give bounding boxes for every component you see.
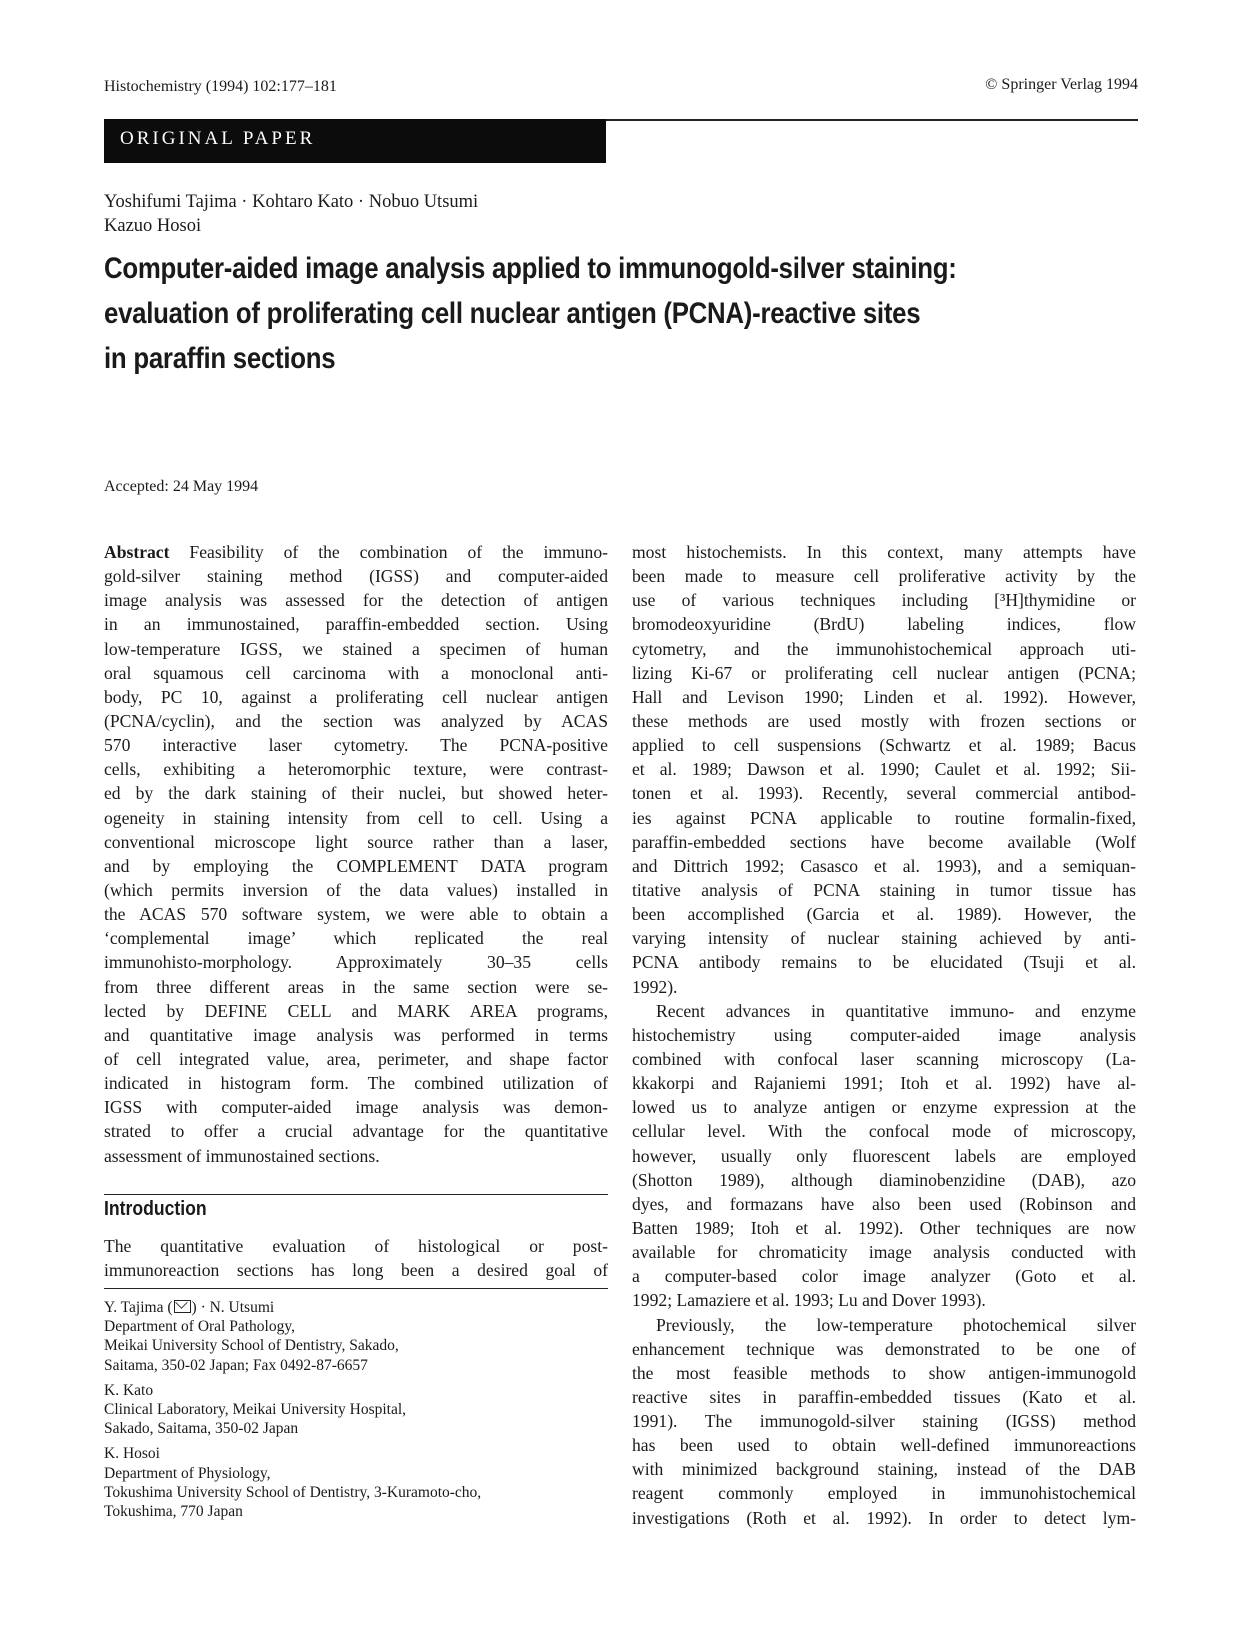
body-line: reagent commonly employed in immunohistochemical (632, 1483, 1136, 1504)
abstract-line: of cell integrated value, area, perimeter, and shape factor (104, 1048, 608, 1069)
affiliation-line: Sakado, Saitama, 350-02 Japan (104, 1420, 299, 1438)
affiliations (104, 1298, 624, 1527)
body-line: varying intensity of nuclear staining achieved by anti- (632, 928, 1136, 949)
abstract-line: low-temperature IGSS, we stained a specimen of human (104, 638, 608, 659)
introduction-heading: Introduction (104, 1198, 207, 1220)
corresponding-author: Y. Tajima ( (104, 1299, 173, 1316)
body-line: cellular level. With the confocal mode of microscopy, (632, 1121, 1136, 1142)
affiliation-block (104, 1444, 624, 1521)
affiliation-block (104, 1298, 624, 1375)
abstract (104, 540, 608, 1168)
abstract-line: and by employing the COMPLEMENT DATA program (104, 855, 608, 876)
intro-line: immunoreaction sections has long been a desired goal of (104, 1260, 608, 1281)
abstract-line: assessment of immunostained sections. (104, 1145, 380, 1166)
body-line: bromodeoxyuridine (BrdU) labeling indices, flow (632, 614, 1136, 635)
footnote-rule (104, 1288, 608, 1289)
abstract-label: Abstract (104, 542, 170, 562)
abstract-line: lected by DEFINE CELL and MARK AREA programs, (104, 1000, 608, 1021)
body-line: most histochemists. In this context, many attempts have (632, 542, 1136, 562)
copyright-notice: © Springer Verlag 1994 (985, 76, 1138, 93)
affiliation-line: Tokushima University School of Dentistry, 3-Kuramoto-cho, (104, 1483, 482, 1501)
body-line: lizing Ki-67 or proliferating cell nuclear antigen (PCNA; (632, 662, 1136, 683)
body-line: titative analysis of PCNA staining in tumor tissue has (632, 879, 1136, 900)
body-line: Batten 1989; Itoh et al. 1992). Other techniques are now (632, 1217, 1136, 1238)
author-line: Yoshifumi Tajima · Kohtaro Kato · Nobuo Utsumi (104, 192, 479, 212)
body-line: histochemistry using computer-aided image analysis (632, 1024, 1136, 1045)
body-line: applied to cell suspensions (Schwartz et al. 1989; Bacus (632, 735, 1136, 756)
abstract-line: in an immunostained, paraffin-embedded section. Using (104, 614, 608, 635)
body-line: the most feasible methods to show antigen-immunogold (632, 1362, 1136, 1383)
body-line: tonen et al. 1993). Recently, several commercial antibod- (632, 783, 1136, 804)
title-line: in paraffin sections (104, 342, 336, 375)
abstract-line: gold-silver staining method (IGSS) and computer-aided (104, 566, 608, 587)
title-line: evaluation of proliferating cell nuclear antigen (PCNA)-reactive sites (104, 297, 921, 330)
body-line: been accomplished (Garcia et al. 1989). However, the (632, 904, 1136, 925)
body-line: enhancement technique was demonstrated to be one of (632, 1338, 1136, 1359)
body-line: Hall and Levison 1990; Linden et al. 1992). However, (632, 686, 1136, 707)
abstract-line (104, 540, 608, 564)
body-line: been made to measure cell proliferative activity by the (632, 566, 1136, 587)
abstract-line: cells, exhibiting a heteromorphic texture, were contrast- (104, 759, 608, 780)
affiliation-line: Department of Oral Pathology, (104, 1318, 295, 1336)
abstract-line: ogeneity in staining intensity from cell to cell. Using a (104, 807, 608, 828)
body-line: Previously, the low-temperature photochemical silver (656, 1314, 1136, 1335)
abstract-line: oral squamous cell carcinoma with a monoclonal anti- (104, 662, 608, 683)
body-line: has been used to obtain well-defined immunoreactions (632, 1435, 1136, 1456)
affiliation-block (104, 1381, 624, 1439)
article-type-banner (104, 119, 606, 163)
body-line: PCNA antibody remains to be elucidated (Tsuji et al. (632, 952, 1136, 973)
abstract-line: IGSS with computer-aided image analysis was demon- (104, 1097, 608, 1118)
body-line: use of various techniques including [³H]thymidine or (632, 590, 1136, 611)
body-line: 1992; Lamaziere et al. 1993; Lu and Dover 1993). (632, 1290, 986, 1311)
author-list (104, 190, 478, 238)
body-line: these methods are used mostly with frozen sections or (632, 710, 1136, 731)
title-line: Computer-aided image analysis applied to immunogold-silver staining: (104, 252, 957, 285)
body-line: ies against PCNA applicable to routine formalin-fixed, (632, 807, 1136, 828)
article-type-label: ORIGINAL PAPER (120, 128, 316, 149)
body-line: kkakorpi and Rajaniemi 1991; Itoh et al. 1992) have al- (632, 1073, 1136, 1094)
abstract-line: ed by the dark staining of their nuclei, but showed heter- (104, 783, 608, 804)
body-line: Recent advances in quantitative immuno- and enzyme (656, 1000, 1136, 1021)
affiliation-authors: K. Kato (104, 1381, 154, 1399)
body-line: dyes, and formazans have also been used (Robinson and (632, 1193, 1136, 1214)
affiliation-authors (104, 1298, 624, 1317)
abstract-line: and quantitative image analysis was performed in terms (104, 1024, 608, 1045)
body-line: lowed us to analyze antigen or enzyme expression at the (632, 1097, 1136, 1118)
introduction-continued (632, 540, 1136, 1530)
introduction-text (104, 1234, 608, 1282)
body-line: available for chromaticity image analysis conducted with (632, 1242, 1136, 1263)
abstract-line: 570 interactive laser cytometry. The PCNA-positive (104, 735, 608, 756)
paper-title (104, 246, 998, 381)
abstract-first-line: Feasibility of the combination of the immuno- (189, 542, 609, 562)
intro-line: The quantitative evaluation of histological or post- (104, 1236, 608, 1256)
body-line: investigations (Roth et al. 1992). In order to detect lym- (632, 1507, 1136, 1528)
body-line: 1992). (632, 976, 678, 997)
abstract-line: from three different areas in the same section were se- (104, 976, 608, 997)
body-line: combined with confocal laser scanning microscopy (La- (632, 1048, 1136, 1069)
body-line: et al. 1989; Dawson et al. 1990; Caulet et al. 1992; Sii- (632, 759, 1136, 780)
abstract-line: strated to offer a crucial advantage for the quantitative (104, 1121, 608, 1142)
abstract-line: image analysis was assessed for the detection of antigen (104, 590, 608, 611)
abstract-line: conventional microscope light source rather than a laser, (104, 831, 608, 852)
abstract-line: immunohisto-morphology. Approximately 30–35 cells (104, 952, 608, 973)
affiliation-line: Saitama, 350-02 Japan; Fax 0492-87-6657 (104, 1356, 368, 1374)
abstract-line: body, PC 10, against a proliferating cell nuclear antigen (104, 686, 608, 707)
abstract-line: (which permits inversion of the data values) installed in (104, 879, 608, 900)
body-line: cytometry, and the immunohistochemical approach uti- (632, 638, 1136, 659)
affiliation-line: Meikai University School of Dentistry, Sakado, (104, 1337, 399, 1355)
affiliation-line: Tokushima, 770 Japan (104, 1503, 243, 1521)
body-line: reactive sites in paraffin-embedded tissues (Kato et al. (632, 1386, 1136, 1407)
envelope-icon (174, 1300, 191, 1313)
body-line: however, usually only fluorescent labels are employed (632, 1145, 1136, 1166)
body-line: (Shotton 1989), although diaminobenzidine (DAB), azo (632, 1169, 1136, 1190)
abstract-line: (PCNA/cyclin), and the section was analyzed by ACAS (104, 710, 608, 731)
accepted-date: Accepted: 24 May 1994 (104, 478, 259, 495)
body-line: and Dittrich 1992; Casasco et al. 1993), and a semiquan- (632, 855, 1136, 876)
body-line: a computer-based color image analyzer (Goto et al. (632, 1266, 1136, 1287)
abstract-line: the ACAS 570 software system, we were able to obtain a (104, 904, 608, 925)
abstract-line: ‘complemental image’ which replicated the real (104, 928, 608, 949)
affiliation-line: Clinical Laboratory, Meikai University Hospital, (104, 1401, 407, 1419)
co-author: ) · N. Utsumi (191, 1299, 275, 1316)
affiliation-authors: K. Hosoi (104, 1445, 160, 1463)
journal-citation: Histochemistry (1994) 102:177–181 (104, 78, 337, 95)
section-rule (104, 1194, 608, 1195)
body-line: with minimized background staining, instead of the DAB (632, 1459, 1136, 1480)
body-line: paraffin-embedded sections have become available (Wolf (632, 831, 1136, 852)
affiliation-line: Department of Physiology, (104, 1464, 271, 1482)
body-line: 1991). The immunogold-silver staining (IGSS) method (632, 1411, 1136, 1432)
author-line: Kazuo Hosoi (104, 216, 202, 236)
abstract-line: indicated in histogram form. The combined utilization of (104, 1073, 608, 1094)
